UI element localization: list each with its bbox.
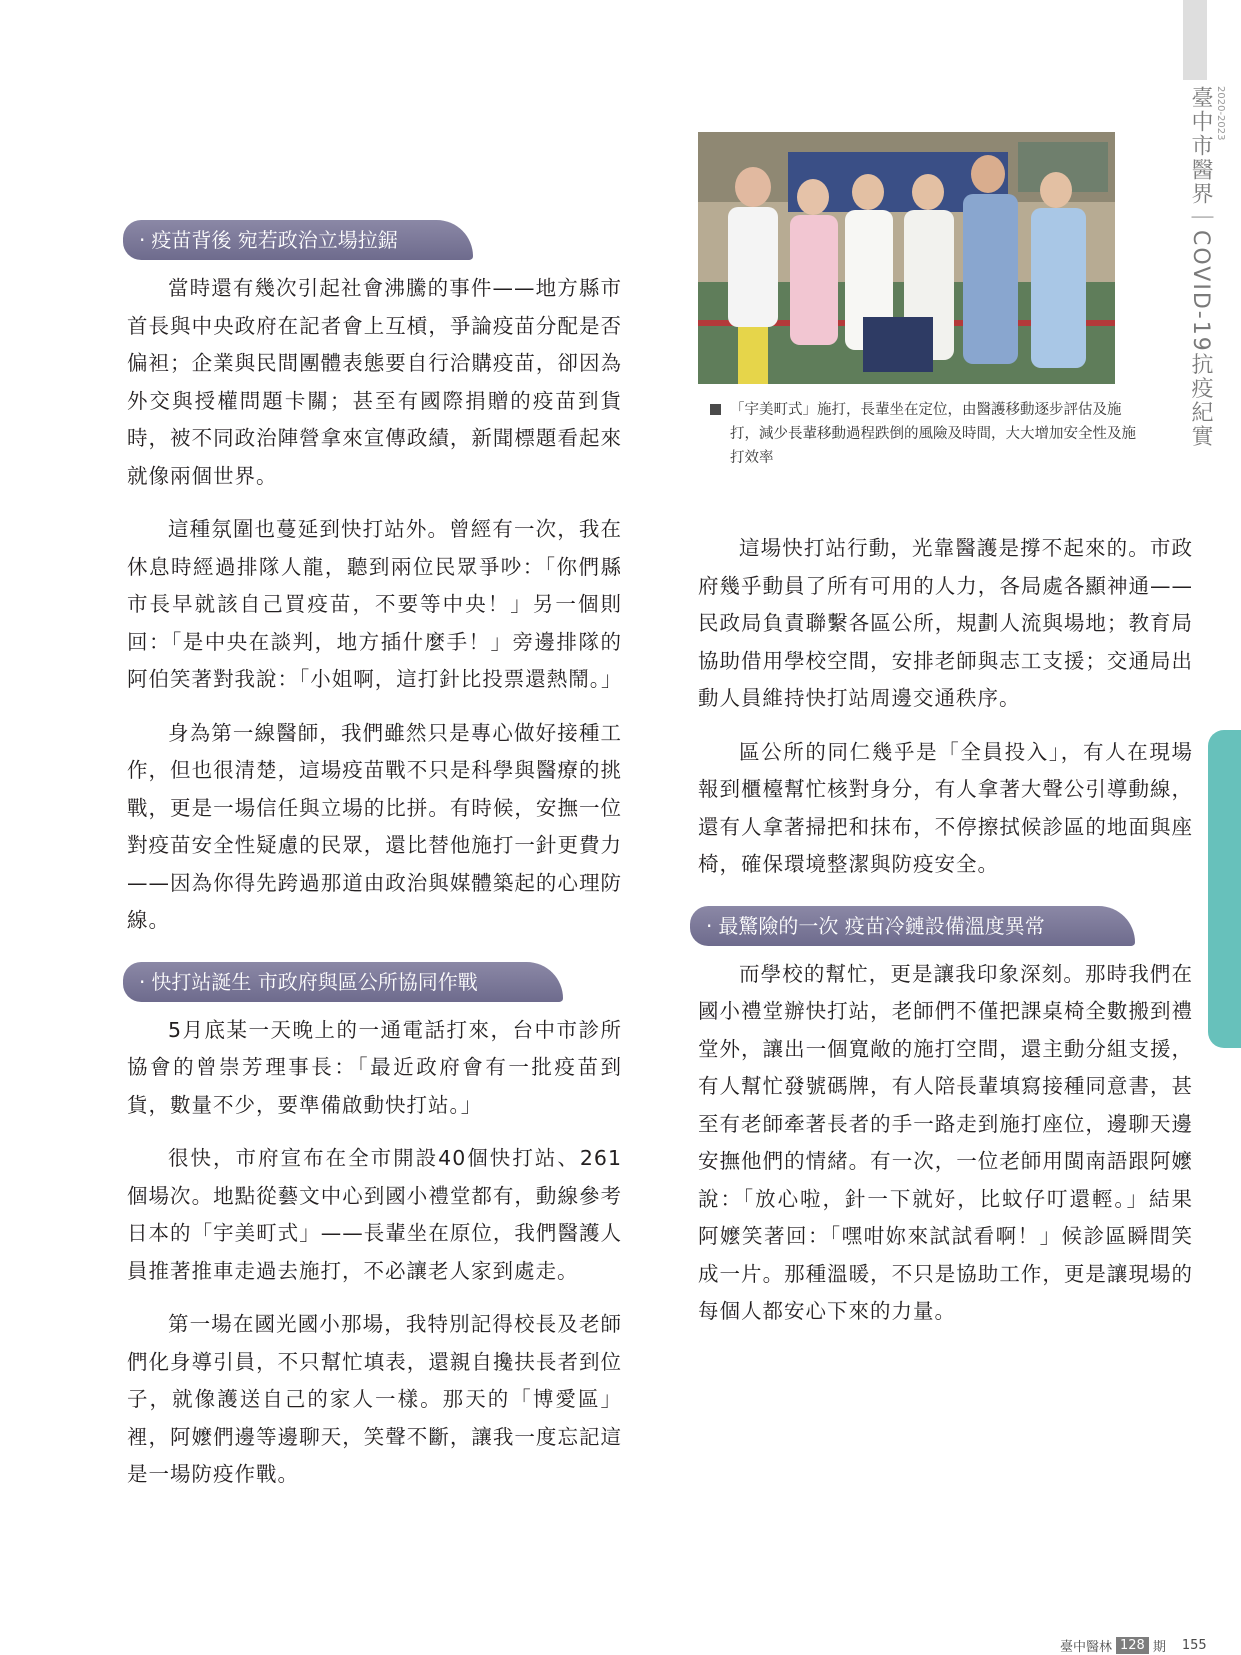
right-column [698,132,1193,1347]
paragraph: 身為第一線醫師，我們雖然只是專心做好接種工作，但也很清楚，這場疫苗戰不只是科學與醫療的挑戰，更是一場信任與立場的比拼。有時候，安撫一位對疫苗安全性疑慮的民眾，還比替他施打一針更費力——因為你得先跨過那道由政治與媒體築起的心理防線。 [127,720,622,932]
paragraph: 當時還有幾次引起社會沸騰的事件——地方縣市首長與中央政府在記者會上互槓，爭論疫苗分配是否偏袒；企業與民間團體表態要自行洽購疫苗，卻因為外交與授權問題卡關；甚至有國際捐贈的疫苗到貨時，被不同政治陣營拿來宣傳政績，新聞標題看起來就像兩個世界。 [127,276,622,488]
paragraph: 第一場在國光國小那場，我特別記得校長及老師們化身導引員，不只幫忙填表，還親自攙扶長者到位子，就像護送自己的家人一樣。那天的「博愛區」裡，阿嬤們邊等邊聊天，笑聲不斷，讓我一度忘記這是一場防疫作戰。 [127,1312,622,1486]
paragraph: 而學校的幫忙，更是讓我印象深刻。那時我們在國小禮堂辦快打站，老師們不僅把課桌椅全數搬到禮堂外，讓出一個寬敞的施打空間，還主動分組支援，有人幫忙發號碼牌，有人陪長輩填寫接種同意書，甚至有老師牽著長者的手一路走到施打座位，邊聊天邊安撫他們的情緒。有一次，一位老師用閩南語跟阿嬤說：「放心啦，針一下就好，比蚊仔叮還輕。」結果阿嬤笑著回：「嘿咁妳來試試看啊！」候診區瞬間笑成一片。那種溫暖，不只是協助工作，更是讓現場的每個人都安心下來的力量。 [698,961,1193,1323]
side-decoration-bar [1183,0,1207,80]
left-column [127,220,622,1510]
caption-square-icon [710,404,721,415]
vaccination-team-photo [698,132,1115,384]
photo-caption-text: 「宇美町式」施打，長輩坐在定位，由醫護移動逐步評估及施打，減少長輩移動過程跌倒的風險及時間，大大增加安全性及施打效率 [730,402,1136,466]
paragraph: 5月底某一天晚上的一通電話打來，台中市診所協會的曾崇芳理事長：「最近政府會有一批疫苗到貨，數量不少，要準備啟動快打站。」 [127,1017,622,1117]
photo-caption [710,398,1140,470]
sidebar-title: 臺中市醫界｜COVID-19抗疫紀實 [1188,86,1213,449]
section-heading-2: · 快打站誕生 市政府與區公所協同作戰 [123,962,563,1002]
paragraph: 這種氛圍也蔓延到快打站外。曾經有一次，我在休息時經過排隊人龍，聽到兩位民眾爭吵：「你們縣市長早就該自己買疫苗，不要等中央！」另一個則回：「是中央在談判，地方插什麼手！」旁邊排隊的阿伯笑著對我說：「小姐啊，這打針比投票還熱鬧。」 [127,517,623,691]
section-heading-3-text: 最驚險的一次 疫苗冷鏈設備溫度異常 [718,913,1045,938]
photo-illustration [698,132,1115,384]
issue-number: 128 [1116,1637,1149,1654]
section-heading-1: · 疫苗背後 宛若政治立場拉鋸 [123,220,473,260]
section-heading-2-text: 快打站誕生 市政府與區公所協同作戰 [151,969,478,994]
issue-suffix: 期 [1152,1640,1166,1655]
page-footer [1060,1636,1207,1655]
paragraph: 區公所的同仁幾乎是「全員投入」，有人在現場報到櫃檯幫忙核對身分，有人拿著大聲公引導動線，還有人拿著掃把和抹布，不停擦拭候診區的地面與座椅，確保環境整潔與防疫安全。 [698,739,1193,876]
sidebar-year: 2020-2023 [1215,86,1226,141]
paragraph: 這場快打站行動，光靠醫護是撐不起來的。市政府幾乎動員了所有可用的人力，各局處各顯神通——民政局負責聯繫各區公所，規劃人流與場地；教育局協助借用學校空間，安排老師與志工支援；交通局出動人員維持快打站周邊交通秩序。 [698,536,1193,710]
magazine-name: 臺中醫林 [1060,1640,1113,1655]
side-color-tab [1208,730,1241,1048]
paragraph: 很快，市府宣布在全市開設40個快打站、261個場次。地點從藝文中心到國小禮堂都有，動線參考日本的「宇美町式」——長輩坐在原位，我們醫護人員推著推車走過去施打，不必讓老人家到處走。 [127,1146,622,1283]
section-heading-1-text: 疫苗背後 宛若政治立場拉鋸 [151,228,398,252]
section-heading-3: · 最驚險的一次 疫苗冷鏈設備溫度異常 [690,906,1135,946]
page-number: 155 [1181,1638,1207,1653]
